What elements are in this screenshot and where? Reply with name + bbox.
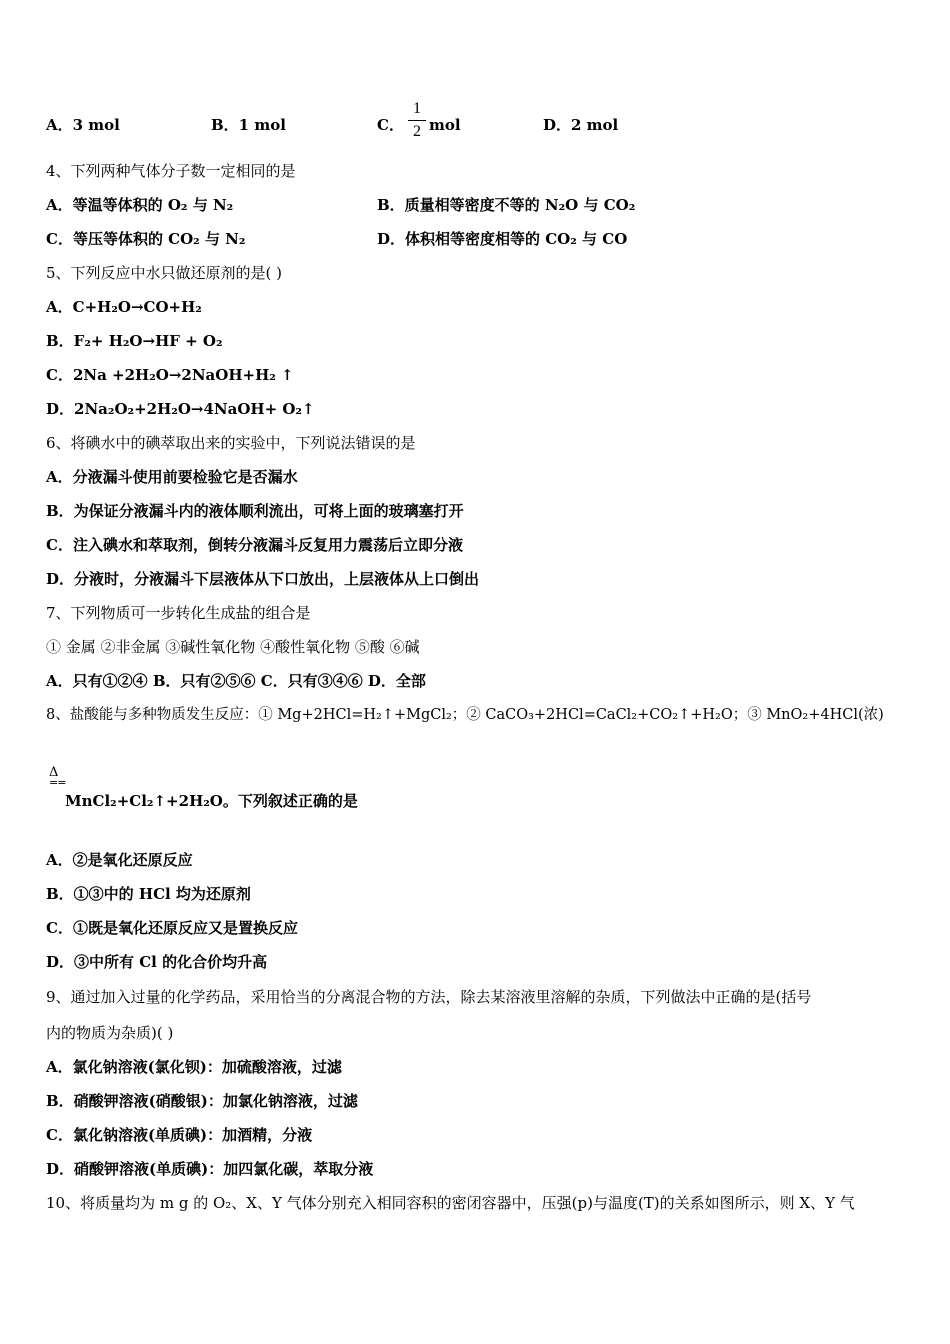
q3-option-d: D．2 mol bbox=[543, 116, 619, 134]
q4-stem: 4、下列两种气体分子数一定相同的是 bbox=[46, 162, 296, 180]
q8-stem-continued: MnCl₂+Cl₂↑+2H₂O。下列叙述正确的是 bbox=[65, 792, 358, 810]
q8-stem: 8、盐酸能与多种物质发生反应：① Mg+2HCl=H₂↑+MgCl₂；② CaCO₃+2HCl=CaCl₂+CO₂↑+H₂O；③ MnO₂+4HCl(浓) bbox=[46, 707, 884, 723]
fraction-denominator: 2 bbox=[413, 123, 421, 140]
q9-option-b: B．硝酸钾溶液(硝酸银)：加氯化钠溶液，过滤 bbox=[46, 1092, 358, 1110]
q8-option-a: A．②是氧化还原反应 bbox=[46, 851, 193, 869]
q8-heating-condition bbox=[49, 765, 66, 789]
q5-option-b: B．F₂+ H₂O→HF + O₂ bbox=[46, 332, 223, 350]
q9-option-c: C．氯化钠溶液(单质碘)：加酒精，分液 bbox=[46, 1126, 313, 1144]
q6-option-b: B．为保证分液漏斗内的液体顺利流出，可将上面的玻璃塞打开 bbox=[46, 502, 464, 520]
q5-stem: 5、下列反应中水只做还原剂的是( ) bbox=[46, 264, 283, 282]
q5-option-d: D．2Na₂O₂+2H₂O→4NaOH+ O₂↑ bbox=[46, 400, 315, 418]
fraction-bar bbox=[408, 120, 426, 121]
q3-option-c-fraction bbox=[408, 100, 426, 141]
q8-option-d: D．③中所有 Cl 的化合价均升高 bbox=[46, 953, 268, 971]
q9-stem-continued: 内的物质为杂质)( ) bbox=[46, 1024, 174, 1042]
q4-option-a: A．等温等体积的 O₂ 与 N₂ bbox=[46, 196, 234, 214]
q9-stem: 9、通过加入过量的化学药品，采用恰当的分离混合物的方法，除去某溶液里溶解的杂质，下列做法中正确的是(括号 bbox=[46, 988, 812, 1006]
q4-option-b: B．质量相等密度不等的 N₂O 与 CO₂ bbox=[377, 196, 636, 214]
q8-option-c: C．①既是氧化还原反应又是置换反应 bbox=[46, 919, 298, 937]
q4-option-c: C．等压等体积的 CO₂ 与 N₂ bbox=[46, 230, 246, 248]
q6-option-a: A．分液漏斗使用前要检验它是否漏水 bbox=[46, 468, 298, 486]
delta-symbol: Δ bbox=[49, 765, 59, 780]
q3-option-a: A．3 mol bbox=[46, 116, 120, 134]
q5-option-c: C．2Na +2H₂O→2NaOH+H₂ ↑ bbox=[46, 366, 294, 384]
q10-stem: 10、将质量均为 m g 的 O₂、X、Y 气体分别充入相同容积的密闭容器中，压强(p)与温度(T)的关系如图所示，则 X、Y 气 bbox=[46, 1194, 855, 1212]
q5-option-a: A．C+H₂O→CO+H₂ bbox=[46, 298, 202, 316]
q8-option-b: B．①③中的 HCl 均为还原剂 bbox=[46, 885, 251, 903]
q7-items: ① 金属 ②非金属 ③碱性氧化物 ④酸性氧化物 ⑤酸 ⑥碱 bbox=[46, 638, 420, 656]
q6-option-d: D．分液时，分液漏斗下层液体从下口放出，上层液体从上口倒出 bbox=[46, 570, 480, 588]
q3-option-c-prefix: C． bbox=[377, 116, 404, 134]
fraction-numerator: 1 bbox=[413, 100, 421, 117]
q7-options: A．只有①②④ B．只有②⑤⑥ C．只有③④⑥ D．全部 bbox=[46, 672, 426, 690]
condition-equals: == bbox=[49, 776, 66, 789]
q3-option-c-unit: mol bbox=[429, 116, 461, 134]
q7-stem: 7、下列物质可一步转化生成盐的组合是 bbox=[46, 604, 311, 622]
q9-option-d: D．硝酸钾溶液(单质碘)：加四氯化碳，萃取分液 bbox=[46, 1160, 374, 1178]
q6-option-c: C．注入碘水和萃取剂，倒转分液漏斗反复用力震荡后立即分液 bbox=[46, 536, 463, 554]
q9-option-a: A．氯化钠溶液(氯化钡)：加硫酸溶液，过滤 bbox=[46, 1058, 342, 1076]
q4-option-d: D．体积相等密度相等的 CO₂ 与 CO bbox=[377, 230, 628, 248]
q6-stem: 6、将碘水中的碘萃取出来的实验中，下列说法错误的是 bbox=[46, 434, 416, 452]
q3-option-b: B．1 mol bbox=[211, 116, 286, 134]
